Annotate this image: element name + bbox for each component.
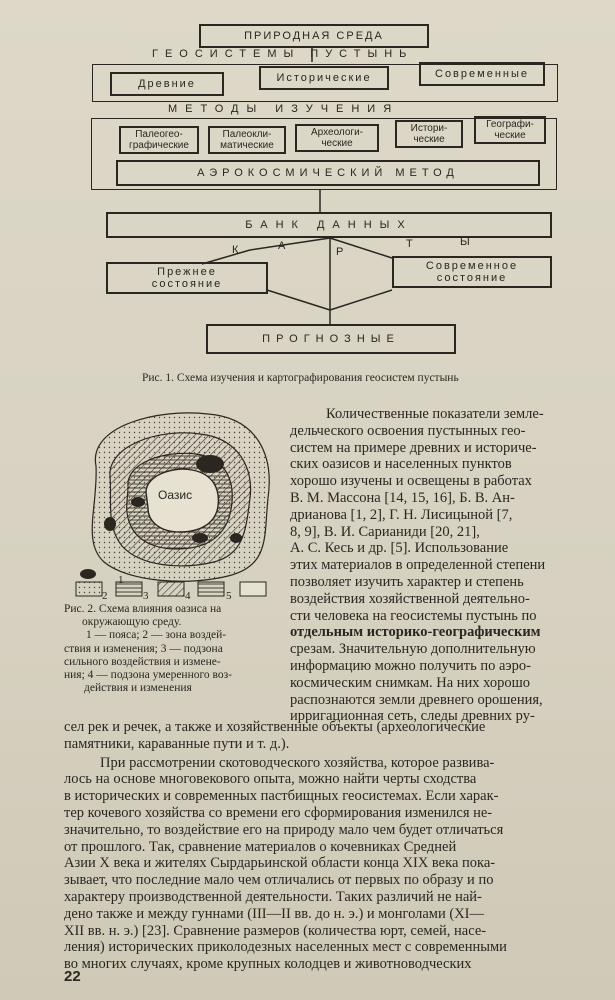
current-state-line2: состояние (436, 272, 508, 284)
former-state-line2: состояние (151, 278, 223, 290)
text-line: срезам. Значительную дополнительную (290, 641, 536, 658)
maps-letter-3: Р (336, 246, 347, 258)
forecast-box: ПРОГНОЗНЫЕ (206, 324, 456, 354)
method-historical-line1: Истори- (410, 123, 448, 134)
text-line: космическим снимкам. На них хорошо (290, 674, 531, 691)
method-historical-line2: ческие (413, 134, 445, 145)
text-line: этих материалов в определенной степени (290, 557, 546, 574)
legend-number-5: 5 (226, 590, 232, 602)
aerospace-method-box: АЭРОКОСМИЧЕСКИЙ МЕТОД (116, 160, 540, 186)
method-paleogeographic-line2: графические (129, 140, 189, 151)
maps-letter-4: Т (406, 238, 416, 250)
oasis-scheme-drawing (68, 406, 290, 602)
caption-line: ствия и изменения; 3 — подзона (64, 642, 223, 655)
natural-environment-box: ПРИРОДНАЯ СРЕДА (199, 24, 429, 48)
right-column-text (290, 406, 608, 725)
method-paleoclimatic-line1: Палеокли- (222, 129, 272, 140)
text-line: систем на примере древних и историче- (290, 439, 537, 456)
current-state-line1: Современное (425, 260, 519, 272)
geosystem-ancient: Древние (110, 72, 224, 96)
text-line: распознаются земли древнего орошения, (290, 691, 543, 708)
geosystem-historical: Исторические (259, 66, 389, 90)
text-line: от прошлого. Так, сравнение материалов о кочевниках Средней (64, 838, 457, 855)
text-line: лось на основе многовекового опыта, можно найти черты сходства (64, 771, 477, 788)
caption-line: действия и изменения (84, 682, 192, 695)
text-line: сти человека на геосистемы пустынь по (290, 607, 537, 624)
text-line: При рассмотрении скотоводческого хозяйства, которое развива- (100, 754, 495, 771)
geosystems-header: ГЕОСИСТЕМЫ ПУСТЫНЬ (152, 48, 414, 60)
text-line: сел рек и речек, а также и хозяйственные объекты (археологические (64, 719, 486, 735)
maps-letter-2: А (278, 240, 289, 252)
methods-header: МЕТОДЫ ИЗУЧЕНИЯ (168, 103, 400, 115)
text-line: дельческого освоения пустынных гео- (290, 422, 526, 439)
text-line: хорошо изучены и освещены в работах (290, 473, 532, 490)
text-line: 8, 9], В. И. Сарианиди [20, 21], (290, 523, 480, 540)
text-line: в исторических и современных пастбищных геосистемах. Если харак- (64, 788, 499, 805)
text-line: зывает, что последние мало чем отличались от первых по образу и по (64, 872, 494, 889)
legend-number-2: 2 (102, 590, 108, 602)
former-state-box (106, 262, 268, 294)
maps-letter-5: Ы (460, 236, 473, 248)
text-line: дено также и между гуннами (III—II вв. до н. э.) и монголами (XI— (64, 905, 484, 922)
text-line: позволяет изучить характер и степень (290, 573, 524, 590)
text-line: дрианова [1, 2], Г. Н. Лисицыной [7, (290, 506, 513, 523)
maps-letter-1: К (232, 244, 242, 256)
text-line: значительно, то воздействие его на природу мало чем будет отличаться (64, 821, 504, 838)
text-line: характеру производственной деятельности. Таких различий не най- (64, 888, 482, 905)
legend-number-4: 4 (185, 590, 191, 602)
caption-line: 1 — пояса; 2 — зона воздей- (86, 629, 227, 642)
method-paleogeographic-line1: Палеогео- (135, 129, 183, 140)
oasis-label: Оазис (158, 488, 193, 502)
legend-number-3: 3 (143, 590, 149, 602)
text-line: тер кочевого хозяйства со времени его сформирования изменился не- (64, 804, 493, 821)
figure-1-caption: Рис. 1. Схема изучения и картографирования геосистем пустынь (142, 372, 459, 384)
text-line: В. М. Массона [14, 15, 16], Б. В. Ан- (290, 489, 515, 506)
text-line: ирригационная сеть, следы древних ру- (290, 708, 535, 725)
method-geographic-line2: ческие (494, 130, 526, 141)
caption-line: Рис. 2. Схема влияния оазиса на (64, 603, 222, 615)
method-archaeological-line2: ческие (321, 138, 353, 149)
text-line: Азии X века и жителях Сырдарьинской области конца XIX века пока- (64, 855, 496, 872)
text-line: XII вв. н. э.) [23]. Сравнение размеров (количества юрт, семей, насе- (64, 922, 487, 939)
page-number: 22 (64, 968, 81, 985)
figure-2-caption (64, 603, 286, 695)
text-line: ских оазисов и населенных пунктов (290, 456, 512, 473)
method-paleoclimatic-line2: матические (220, 140, 274, 151)
full-width-text (64, 719, 610, 973)
caption-line: сильного воздействия и измене- (64, 655, 221, 668)
geosystem-modern: Современные (419, 62, 545, 86)
method-geographic-line1: Географи- (486, 119, 534, 130)
text-line: информацию можно получить по аэро- (290, 657, 531, 674)
text-line: отдельным историко-географическим (290, 624, 541, 641)
caption-line: ния; 4 — подзона умеренного воз- (64, 669, 233, 682)
text-line: А. С. Кесь и др. [5]. Использование (290, 540, 509, 557)
former-state-line1: Прежнее (157, 266, 217, 278)
text-line: памятники, караванные пути и т. д.). (64, 735, 290, 752)
text-line: Количественные показатели земле- (326, 406, 544, 422)
databank-box: БАНК ДАННЫХ (106, 212, 552, 238)
method-archaeological-line1: Археологи- (311, 127, 363, 138)
text-line: ления) исторических прикол​одезных населенных мест с современными (64, 939, 507, 956)
caption-line: окружающую среду. (82, 616, 182, 629)
text-line: воздействия хозяйственной деятельно- (290, 590, 530, 607)
legend-number-1: 1 (118, 574, 124, 586)
current-state-box (392, 256, 552, 288)
text-line: во многих случаях, кроме крупных колодцев и животноводческих (64, 956, 472, 973)
